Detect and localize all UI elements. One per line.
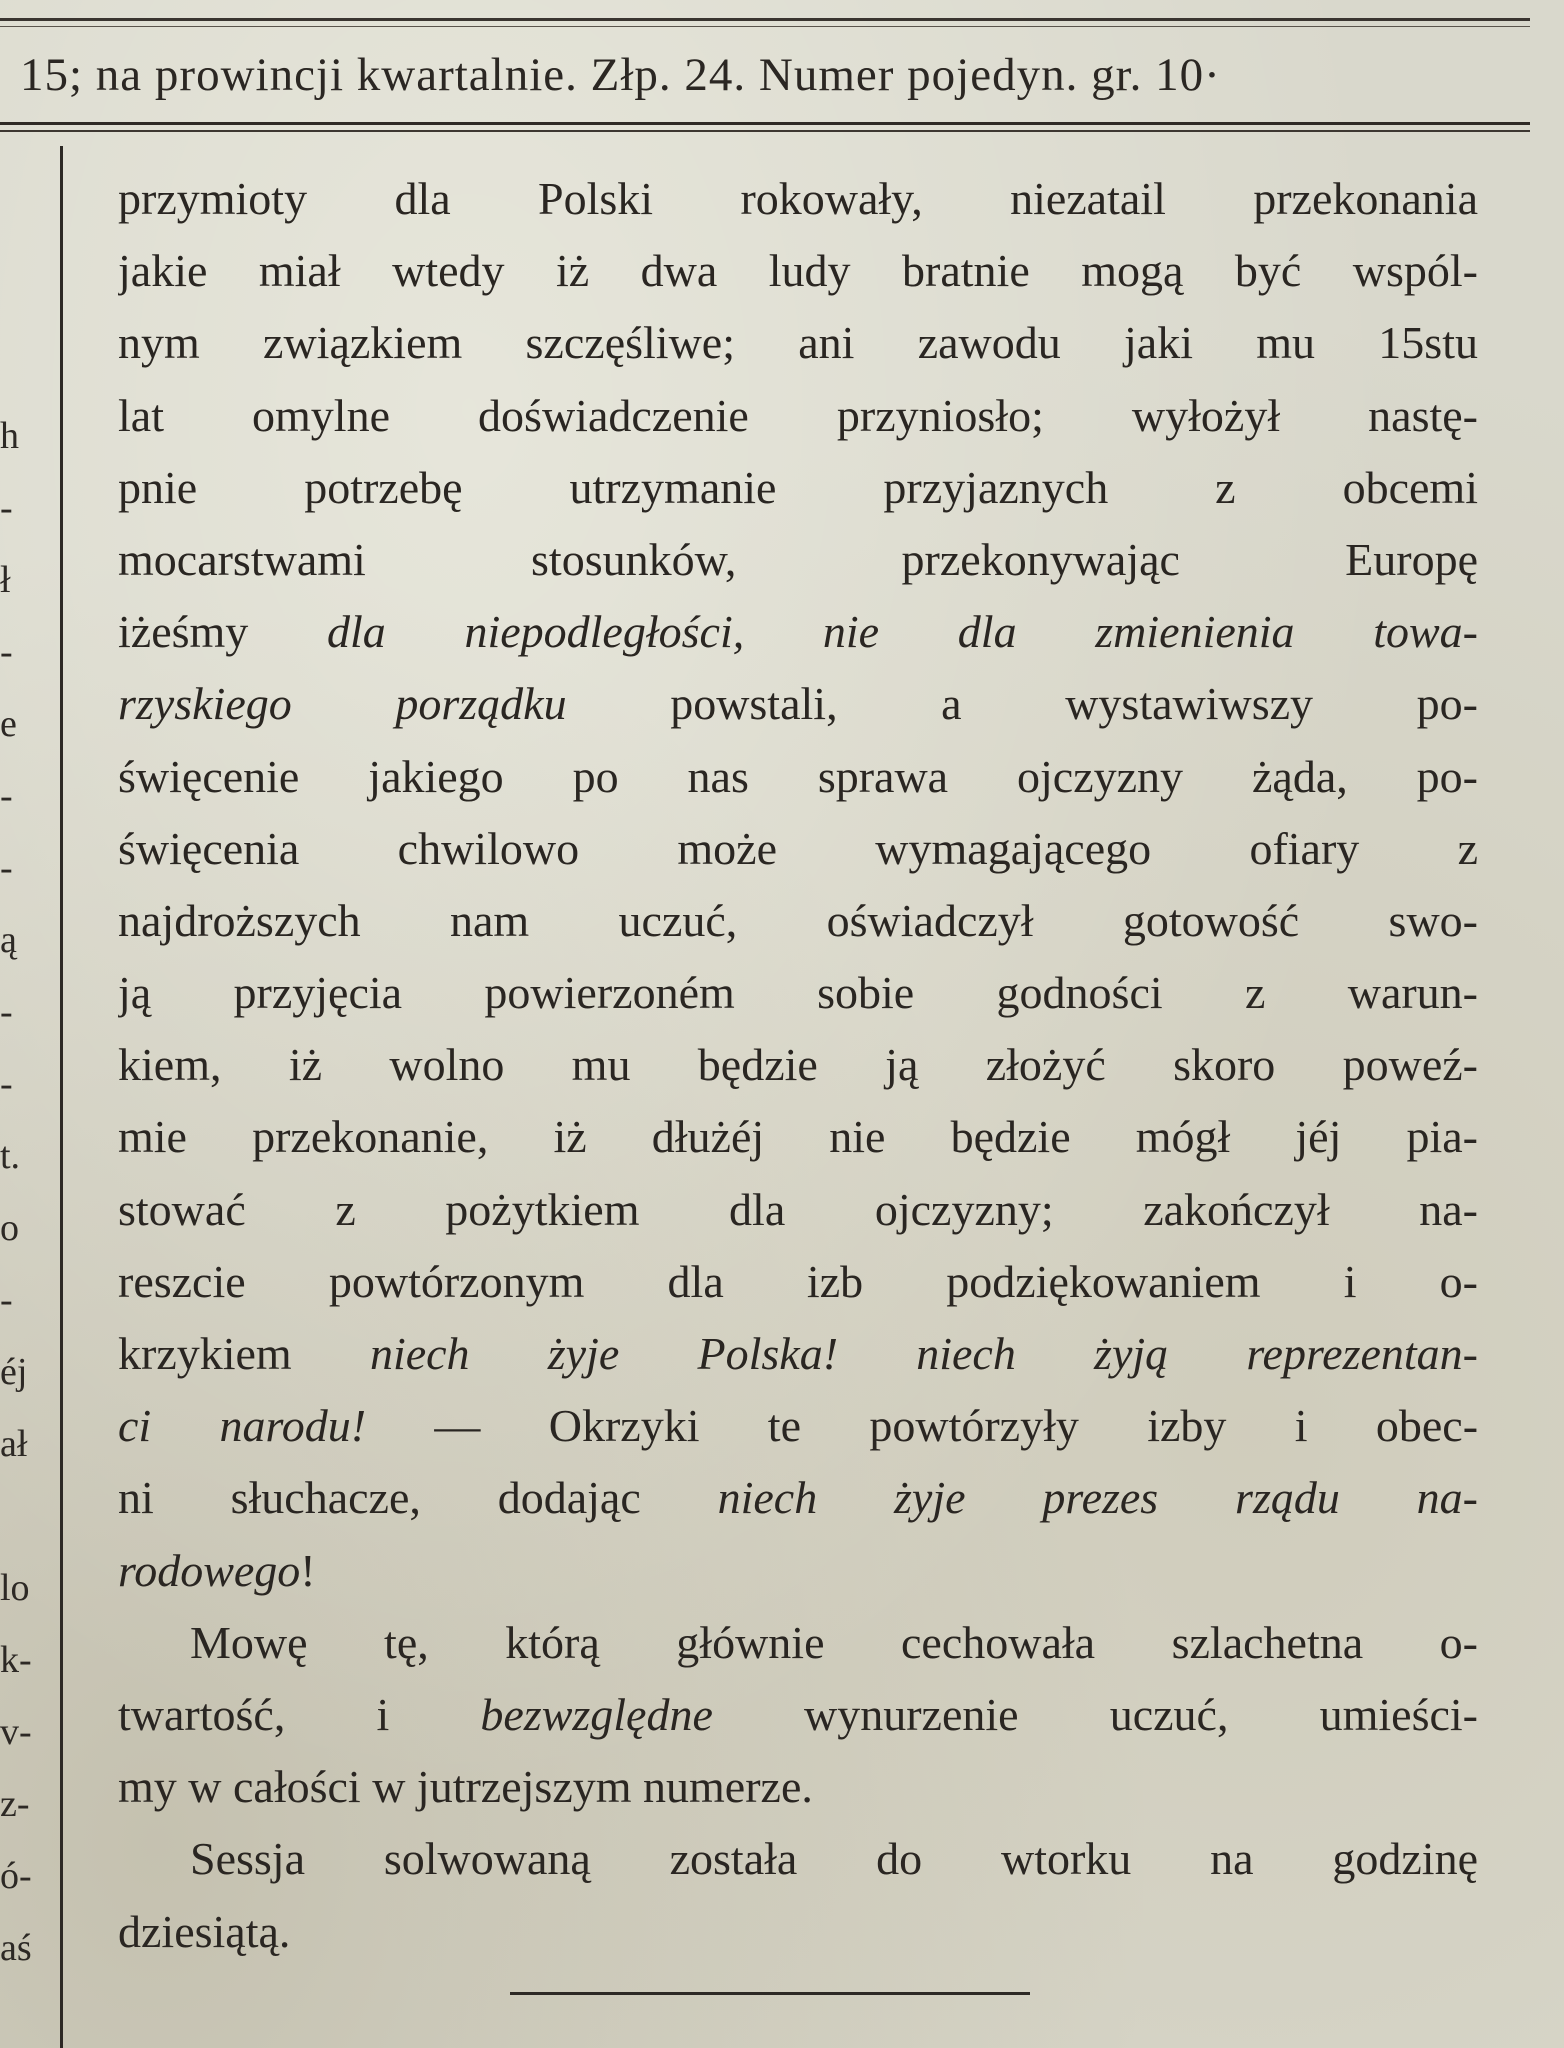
adjacent-column-fragments bbox=[0, 400, 44, 1984]
subscription-header: 15; na prowincji kwartalnie. Złp. 24. Numer pojedyn. gr. 10· bbox=[20, 49, 1221, 101]
text-run: lat omylne doświadczenie przyniosło; wyłożył nastę- bbox=[118, 389, 1478, 441]
text-run: wynurzenie uczuć, umieści- bbox=[712, 1688, 1478, 1740]
text-line bbox=[118, 1607, 1478, 1679]
text-run: najdroższych nam uczuć, oświadczył gotowość swo- bbox=[118, 894, 1478, 946]
article-body bbox=[118, 163, 1478, 1968]
text-line bbox=[118, 1823, 1478, 1895]
italic-text: rzyskiego porządku bbox=[118, 678, 567, 730]
left-column-fragment: o bbox=[0, 1207, 19, 1249]
text-line bbox=[118, 163, 1478, 235]
left-column-fragment: ą bbox=[0, 919, 17, 961]
left-column-fragment: - bbox=[0, 847, 13, 889]
text-line bbox=[118, 1462, 1478, 1534]
text-line bbox=[118, 307, 1478, 379]
text-line bbox=[118, 524, 1478, 596]
article-end-rule bbox=[510, 1992, 1030, 1995]
left-column-fragment: éj bbox=[0, 1351, 28, 1393]
text-run: święcenia chwilowo może wymagającego ofiary z bbox=[118, 822, 1478, 874]
italic-text: rodowego bbox=[118, 1544, 301, 1596]
text-line bbox=[118, 885, 1478, 957]
left-column-fragment: ł bbox=[0, 559, 11, 601]
text-line bbox=[118, 1751, 1478, 1823]
left-column-fragment: - bbox=[0, 1063, 13, 1105]
italic-text: ci narodu! bbox=[118, 1400, 367, 1452]
italic-text: niech żyje prezes rządu na- bbox=[717, 1472, 1478, 1524]
header-double-rule-upper bbox=[0, 122, 1530, 125]
text-run: my w całości w jutrzejszym numerze. bbox=[118, 1761, 813, 1813]
text-run: mie przekonanie, iż dłużéj nie będzie mógł jéj pia- bbox=[118, 1111, 1478, 1163]
text-line bbox=[118, 1896, 1478, 1968]
text-run: ni słuchacze, dodając bbox=[118, 1472, 718, 1524]
left-column-fragment: - bbox=[0, 487, 13, 529]
left-column-fragment: z- bbox=[0, 1783, 30, 1825]
text-line bbox=[118, 1679, 1478, 1751]
text-run: ! bbox=[300, 1544, 316, 1596]
left-column-fragment: - bbox=[0, 1279, 13, 1321]
left-column-fragment: lo bbox=[0, 1567, 30, 1609]
left-column-fragment: e bbox=[0, 703, 17, 745]
text-run: jakie miał wtedy iż dwa ludy bratnie mogą być wspól- bbox=[118, 245, 1478, 297]
text-line bbox=[118, 813, 1478, 885]
text-line bbox=[118, 1535, 1478, 1607]
text-line bbox=[118, 1318, 1478, 1390]
left-column-fragment: aś bbox=[0, 1927, 32, 1969]
text-run: nym związkiem szczęśliwe; ani zawodu jaki mu 15stu bbox=[118, 317, 1478, 369]
text-line bbox=[118, 452, 1478, 524]
text-run: Mowę tę, którą głównie cechowała szlachetna o- bbox=[190, 1616, 1478, 1668]
left-column-fragment: v- bbox=[0, 1711, 32, 1753]
text-line bbox=[118, 1174, 1478, 1246]
italic-text: dla niepodległości, nie dla zmienienia towa- bbox=[326, 606, 1478, 658]
text-run: przymioty dla Polski rokowały, niezatail przekonania bbox=[118, 173, 1478, 224]
text-line bbox=[118, 1390, 1478, 1462]
text-run: dziesiątą. bbox=[118, 1905, 291, 1957]
text-line bbox=[118, 380, 1478, 452]
text-line bbox=[118, 741, 1478, 813]
text-line bbox=[118, 1029, 1478, 1101]
text-run: iżeśmy bbox=[118, 606, 327, 658]
text-run: ją przyjęcia powierzoném sobie godności z warun- bbox=[118, 967, 1478, 1019]
top-rule bbox=[0, 18, 1530, 21]
text-run: krzykiem bbox=[118, 1328, 370, 1379]
text-run: reszcie powtórzonym dla izb podziękowaniem i o- bbox=[118, 1255, 1478, 1307]
left-column-fragment: - bbox=[0, 775, 13, 817]
text-line bbox=[118, 1101, 1478, 1173]
text-run: stować z pożytkiem dla ojczyzny; zakończył na- bbox=[118, 1183, 1478, 1235]
left-column-fragment: ał bbox=[0, 1423, 28, 1465]
text-run: twartość, i bbox=[118, 1688, 481, 1740]
italic-text: bezwzględne bbox=[480, 1688, 713, 1740]
left-column-fragment: - bbox=[0, 991, 13, 1033]
text-run: mocarstwami stosunków, przekonywając Europę bbox=[118, 533, 1478, 585]
text-line bbox=[118, 1246, 1478, 1318]
text-run: pnie potrzebę utrzymanie przyjaznych z obcemi bbox=[118, 461, 1478, 513]
left-column-fragment: t. bbox=[0, 1135, 21, 1177]
text-run: kiem, iż wolno mu będzie ją złożyć skoro poweź- bbox=[118, 1039, 1478, 1091]
header-double-rule-lower bbox=[0, 130, 1530, 132]
left-column-fragment: h bbox=[0, 415, 19, 457]
text-run: powstali, a wystawiwszy po- bbox=[566, 678, 1478, 730]
text-line bbox=[118, 668, 1478, 740]
text-run: — Okrzyki te powtórzyły izby i obec- bbox=[366, 1400, 1478, 1452]
top-rule-thin bbox=[0, 26, 1530, 27]
text-line bbox=[118, 235, 1478, 307]
text-line bbox=[118, 596, 1478, 668]
left-column-fragment: - bbox=[0, 631, 13, 673]
text-run: Sessja solwowaną została do wtorku na godzinę bbox=[190, 1833, 1478, 1885]
text-run: święcenie jakiego po nas sprawa ojczyzny żąda, po- bbox=[118, 750, 1478, 802]
italic-text: niech żyje Polska! niech żyją reprezentan- bbox=[369, 1328, 1478, 1379]
left-column-fragment: ó- bbox=[0, 1855, 32, 1897]
text-line bbox=[118, 957, 1478, 1029]
left-column-fragment bbox=[0, 1480, 44, 1552]
column-separator-rule bbox=[60, 146, 63, 2048]
left-column-fragment: k- bbox=[0, 1639, 32, 1681]
